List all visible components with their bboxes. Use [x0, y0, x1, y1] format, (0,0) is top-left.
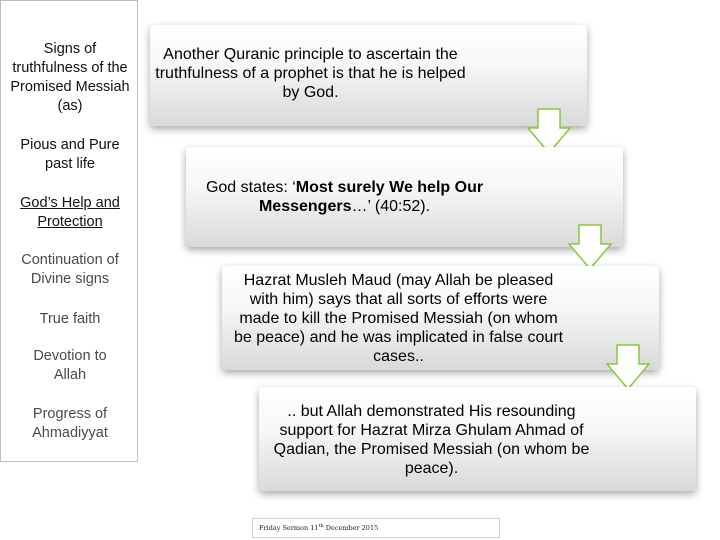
sidebar-panel: [0, 0, 138, 462]
flow-box-1: [150, 25, 587, 126]
sidebar-item-divine-signs: Continuation of Divine signs: [21, 252, 119, 287]
footer-text-main: Friday Sermon 11: [259, 524, 319, 533]
sidebar-item-gods-help: God’s Help and Protection: [20, 195, 120, 230]
quote-prefix: God states: ‘: [205, 179, 296, 196]
sidebar-item-devotion: Devotion to Allah: [33, 348, 107, 383]
flow-box-4-text: .. but Allah demonstrated His resounding support for Hazrat Mirza Ghulam Ahmad of Qadian, the Promised Messiah (on whom be peace).: [273, 403, 590, 477]
footer-superscript: th: [318, 523, 324, 529]
sidebar-item-pious-life: Pious and Pure past life: [20, 137, 120, 172]
down-arrow-icon: [568, 224, 612, 270]
flow-box-3: [222, 266, 659, 370]
down-arrow-icon: [606, 344, 650, 390]
quote-bold: Most surely We help Our Messengers: [258, 179, 484, 215]
footer-text-date: December 2015: [323, 524, 379, 533]
flow-box-4: [259, 387, 696, 491]
flow-box-2: [186, 147, 623, 247]
flow-box-2-text: [186, 178, 503, 216]
sidebar-item-true-faith: True faith: [39, 311, 101, 327]
flow-box-1-text: Another Quranic principle to ascertain the truthfulness of a prophet is that he is helped by God.: [155, 46, 466, 101]
flow-box-3-text: Hazrat Musleh Maud (may Allah be pleased with him) says that all sorts of efforts were made to kill the Promised Messiah (on whom be peace) and he was implicated in false court cases..: [233, 272, 564, 365]
quote-suffix: …’ (40:52).: [351, 198, 431, 215]
sidebar-item-progress: Progress of Ahmadiyyat: [32, 406, 108, 441]
sidebar-title: Signs of truthfulness of the Promised Messiah (as): [10, 41, 130, 114]
footer-text: [259, 523, 378, 532]
footer-box: [252, 518, 500, 538]
